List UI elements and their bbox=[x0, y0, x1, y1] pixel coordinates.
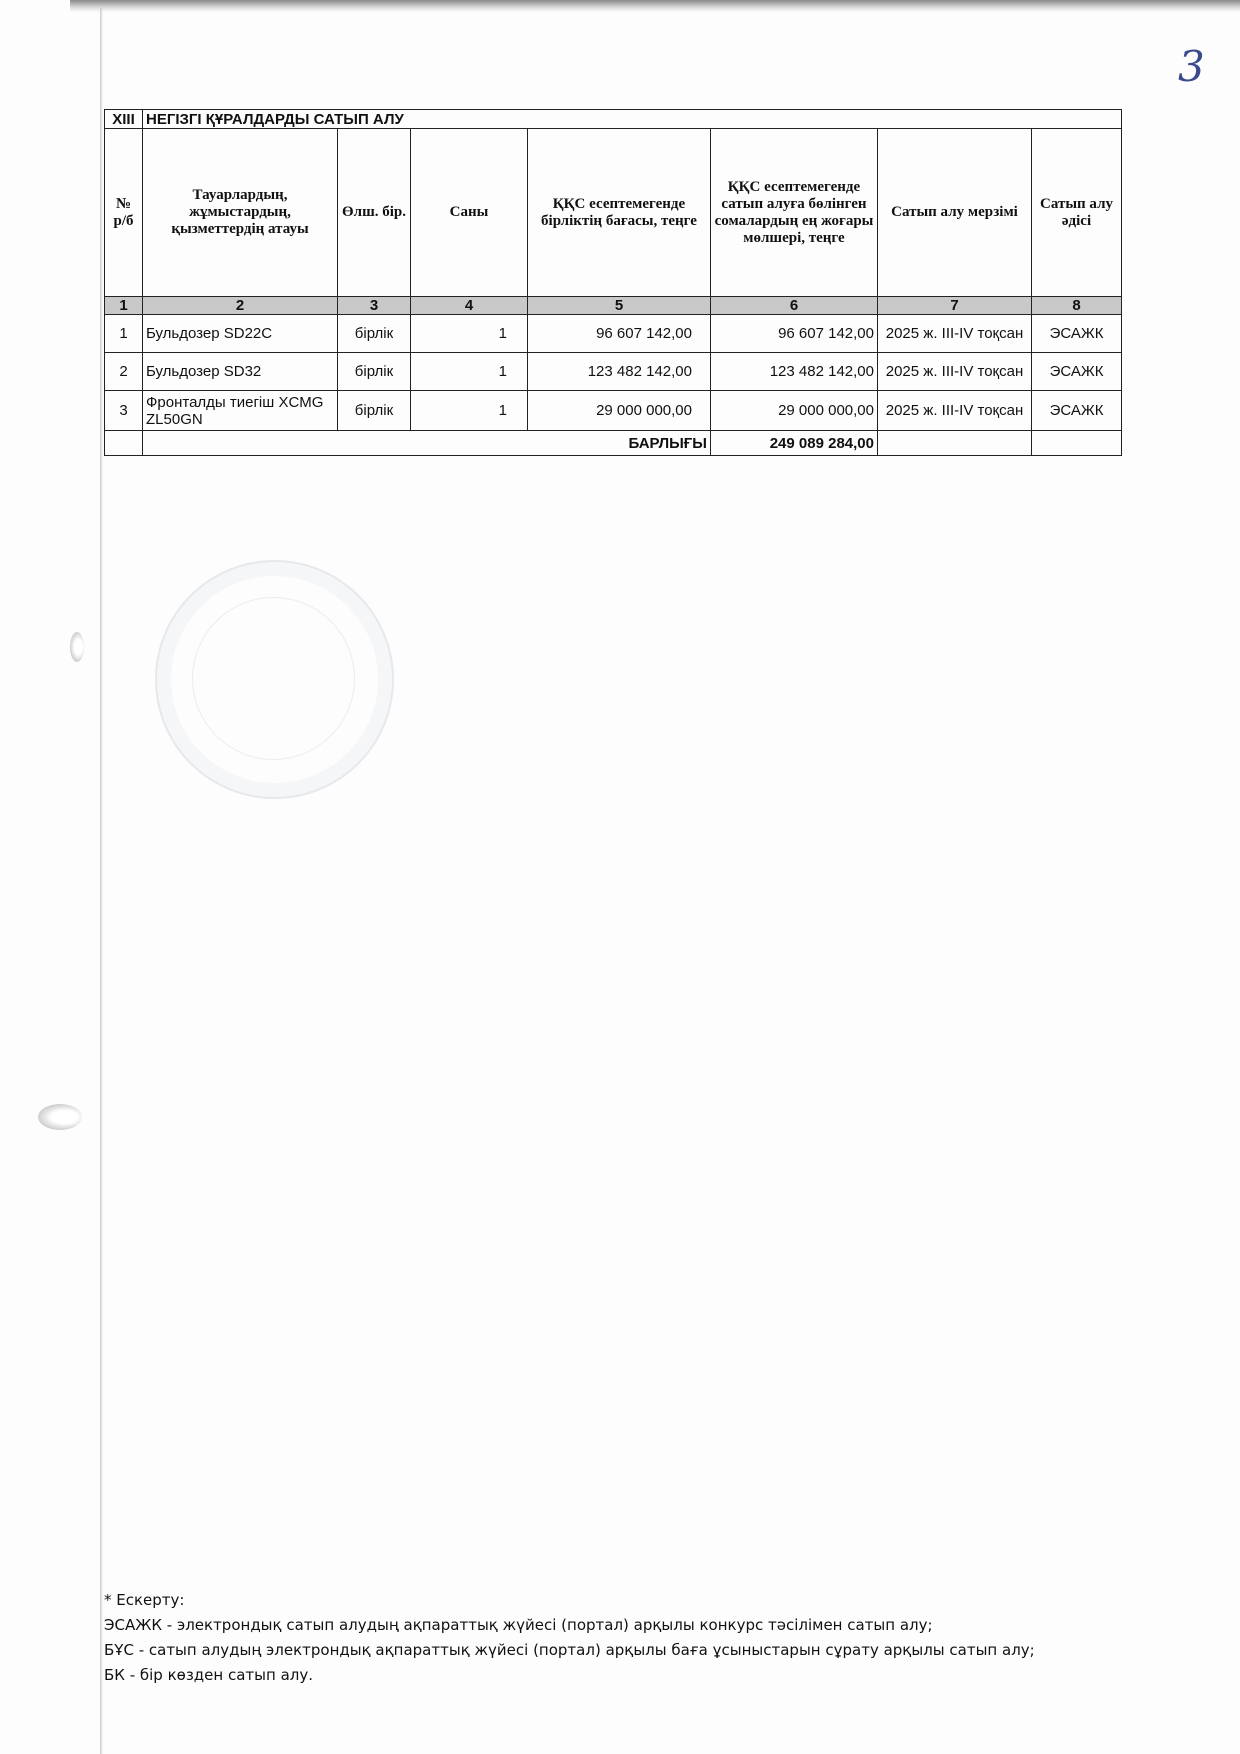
unit-price: 96 607 142,00 bbox=[528, 315, 711, 353]
section-number: XIII bbox=[105, 110, 143, 129]
table-row bbox=[105, 315, 1122, 353]
unit-price: 123 482 142,00 bbox=[528, 353, 711, 391]
unit: бірлік bbox=[338, 353, 411, 391]
column-number: 2 bbox=[143, 297, 338, 315]
punch-hole-upper bbox=[70, 632, 84, 662]
column-number: 1 bbox=[105, 297, 143, 315]
item-name: Бульдозер SD32 bbox=[143, 353, 338, 391]
header-quantity: Саны bbox=[411, 129, 528, 297]
row-number: 2 bbox=[105, 353, 143, 391]
total-empty-cell bbox=[1032, 431, 1122, 456]
max-amount: 96 607 142,00 bbox=[711, 315, 878, 353]
max-amount: 29 000 000,00 bbox=[711, 391, 878, 431]
column-number: 3 bbox=[338, 297, 411, 315]
footnote-line: БҰС - сатып алудың электрондық ақпараттық жүйесі (портал) арқылы баға ұсыныстарын сұрату арқылы сатып алу; bbox=[104, 1641, 1035, 1659]
header-row-number: № р/б bbox=[105, 129, 143, 297]
row-number: 3 bbox=[105, 391, 143, 431]
procurement-method: ЭСАЖК bbox=[1032, 353, 1122, 391]
table-row bbox=[105, 391, 1122, 431]
header-unit-price: ҚҚС есептемегенде бірліктің бағасы, теңге bbox=[528, 129, 711, 297]
faded-stamp bbox=[155, 560, 394, 799]
procurement-method: ЭСАЖК bbox=[1032, 391, 1122, 431]
procurement-period: 2025 ж. III-IV тоқсан bbox=[878, 315, 1032, 353]
item-name: Бульдозер SD22C bbox=[143, 315, 338, 353]
total-empty-cell bbox=[878, 431, 1032, 456]
header-procurement-period: Сатып алу мерзімі bbox=[878, 129, 1032, 297]
table-row bbox=[105, 353, 1122, 391]
column-number: 7 bbox=[878, 297, 1032, 315]
scan-edge-top bbox=[70, 0, 1240, 12]
column-number: 5 bbox=[528, 297, 711, 315]
procurement-period: 2025 ж. III-IV тоқсан bbox=[878, 391, 1032, 431]
footnote-line: БК - бір көзден сатып алу. bbox=[104, 1666, 314, 1684]
total-row bbox=[105, 431, 1122, 456]
punch-hole-lower bbox=[38, 1104, 82, 1130]
column-number-row bbox=[105, 297, 1122, 315]
item-name: Фронталды тиегіш XCMG ZL50GN bbox=[143, 391, 338, 431]
quantity: 1 bbox=[411, 391, 528, 431]
handwritten-page-number: 3 bbox=[1178, 42, 1205, 91]
footnote-title: * Ескерту: bbox=[104, 1591, 185, 1609]
header-row bbox=[105, 129, 1122, 297]
column-number: 4 bbox=[411, 297, 528, 315]
header-max-amount: ҚҚС есептемегенде сатып алуға бөлінген сомалардың ең жоғары мөлшері, теңге bbox=[711, 129, 878, 297]
footnote bbox=[104, 1588, 1104, 1688]
header-procurement-method: Сатып алу әдісі bbox=[1032, 129, 1122, 297]
column-number: 6 bbox=[711, 297, 878, 315]
quantity: 1 bbox=[411, 315, 528, 353]
unit: бірлік bbox=[338, 315, 411, 353]
total-value: 249 089 284,00 bbox=[711, 431, 878, 456]
procurement-period: 2025 ж. III-IV тоқсан bbox=[878, 353, 1032, 391]
header-unit: Өлш. бір. bbox=[338, 129, 411, 297]
scan-edge-left bbox=[100, 8, 103, 1754]
procurement-method: ЭСАЖК bbox=[1032, 315, 1122, 353]
footnote-line: ЭСАЖК - электрондық сатып алудың ақпараттық жүйесі (портал) арқылы конкурс тәсілімен сатып алу; bbox=[104, 1616, 933, 1634]
section-header-row bbox=[105, 110, 1122, 129]
procurement-table bbox=[104, 109, 1122, 456]
section-title: НЕГІЗГІ ҚҰРАЛДАРДЫ САТЫП АЛУ bbox=[143, 110, 1122, 129]
unit-price: 29 000 000,00 bbox=[528, 391, 711, 431]
max-amount: 123 482 142,00 bbox=[711, 353, 878, 391]
total-empty-cell bbox=[105, 431, 143, 456]
unit: бірлік bbox=[338, 391, 411, 431]
faded-stamp-inner-ring bbox=[192, 597, 355, 760]
total-label: БАРЛЫҒЫ bbox=[143, 431, 711, 456]
header-item-name: Тауарлардың, жұмыстардың, қызметтердің атауы bbox=[143, 129, 338, 297]
row-number: 1 bbox=[105, 315, 143, 353]
column-number: 8 bbox=[1032, 297, 1122, 315]
quantity: 1 bbox=[411, 353, 528, 391]
